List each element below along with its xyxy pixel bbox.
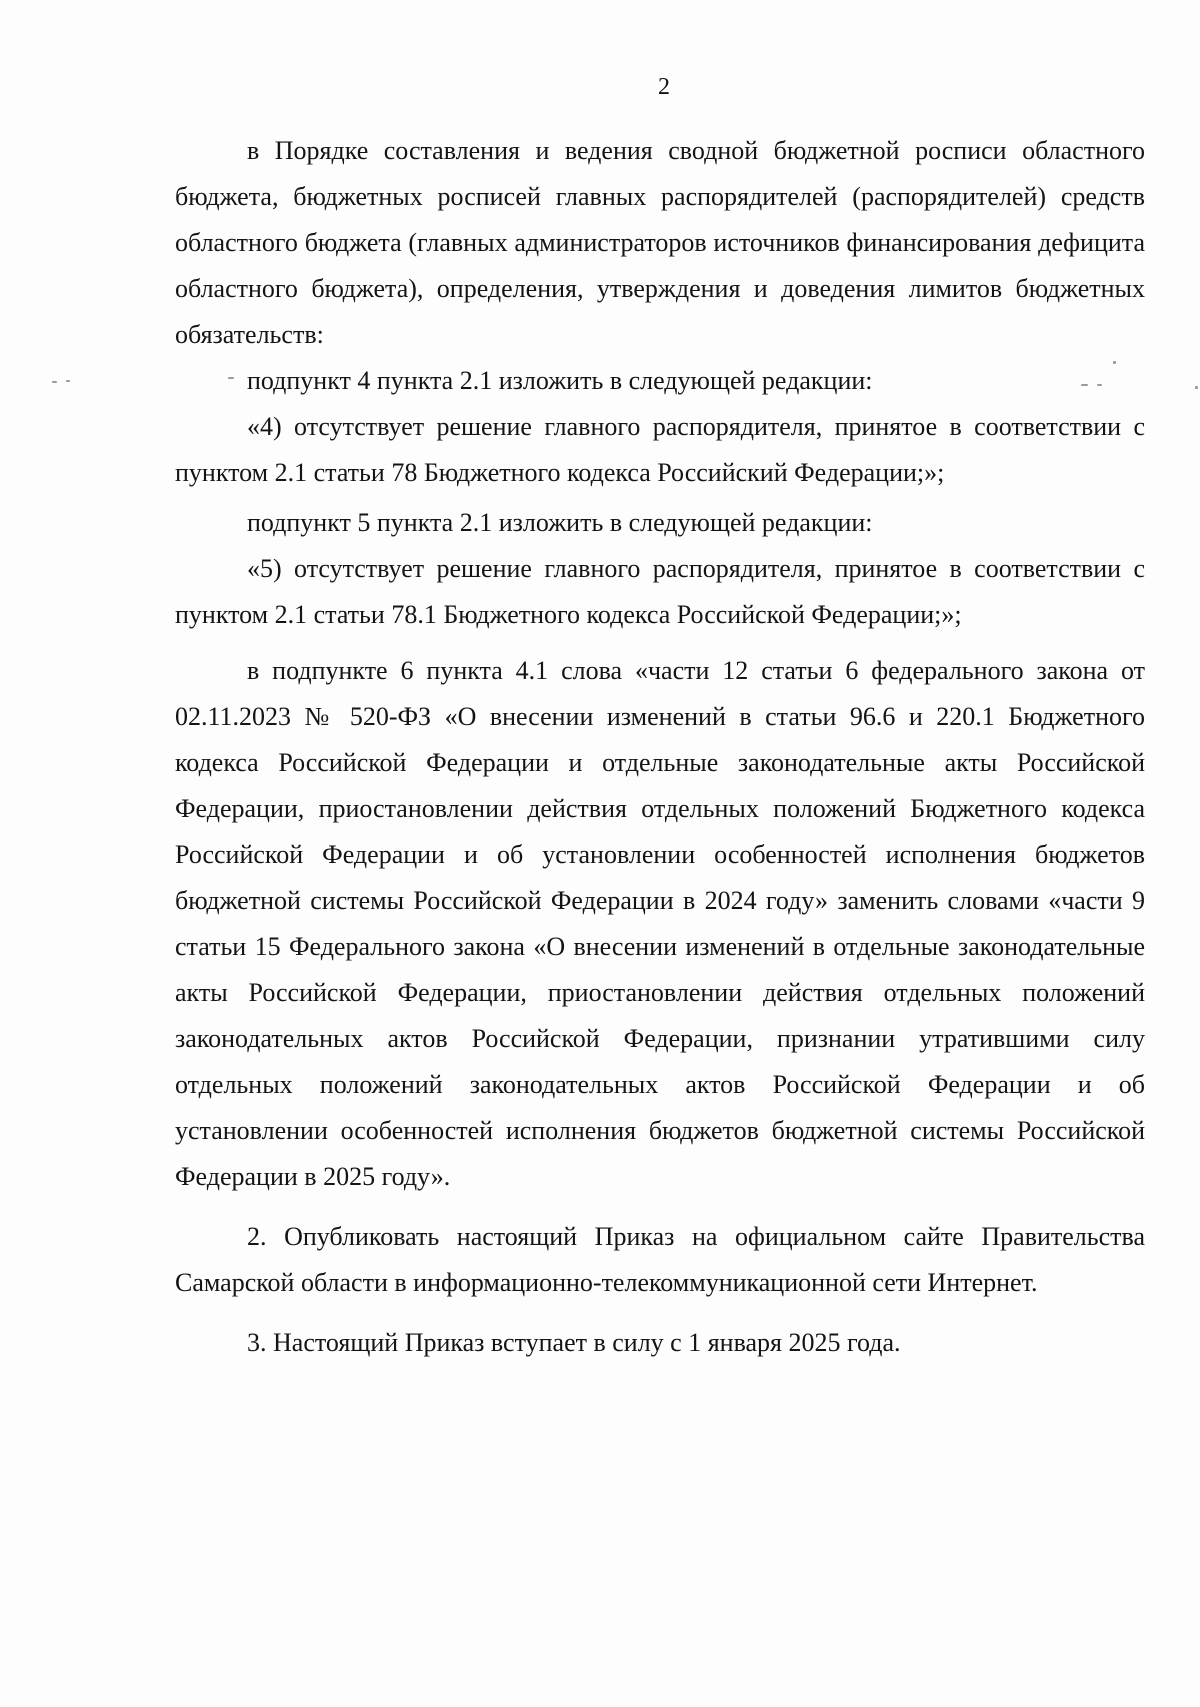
paragraph-effective-date: 3. Настоящий Приказ вступает в силу с 1 января 2025 года. (247, 1328, 901, 1357)
scan-speck (52, 381, 57, 383)
scan-speck (1113, 361, 1116, 364)
paragraph-subitem-5-instruction: подпункт 5 пункта 2.1 изложить в следующей редакции: (247, 508, 873, 537)
scan-speck (1081, 384, 1088, 386)
paragraph-subitem-6-amendment: в подпункте 6 пункта 4.1 слова «части 12 статьи 6 федерального закона от 02.11.2023 № 520-ФЗ «О внесении изменений в статьи 96.6 и 220.1 Бюджетного кодекса Российской Федерации и отдельные законодательные акты Российской Федерации, приостановлении действия отдельных положений Бюджетного кодекса Российской Федерации и об установлении особенностей исполнения бюджетов бюджетной системы Российской Федерации в 2024 году» заменить словами «части 9 статьи 15 Федерального закона «О внесении изменений в отдельные законодательные акты Российской Федерации, приостановлении действия отдельных положений законодательных актов Российской Федерации, признании утратившими силу отдельных положений законодательных актов Российской Федерации и об установлении особенностей исполнения бюджетов бюджетной системы Российской Федерации в 2025 году». (175, 656, 1145, 1191)
paragraph-subitem-4-text: «4) отсутствует решение главного распорядителя, принятое в соответствии с пунктом 2.1 статьи 78 Бюджетного кодекса Российский Федерации;»; (175, 412, 1145, 487)
scan-speck (228, 377, 234, 379)
scan-speck (1097, 384, 1102, 386)
paragraph-publish-order: 2. Опубликовать настоящий Приказ на официальном сайте Правительства Самарской области в информационно-телекоммуникационной сети Интернет. (175, 1222, 1145, 1297)
paragraph-subitem-4-instruction: подпункт 4 пункта 2.1 изложить в следующей редакции: (247, 366, 873, 395)
document-body (175, 128, 1145, 1366)
scan-speck (66, 380, 70, 382)
paragraph-subitem-5-text: «5) отсутствует решение главного распорядителя, принятое в соответствии с пунктом 2.1 статьи 78.1 Бюджетного кодекса Российской Федерации;»; (175, 554, 1145, 629)
paragraph-amendment-intro: в Порядке составления и ведения сводной бюджетной росписи областного бюджета, бюджетных росписей главных распорядителей (распорядителей) средств областного бюджета (главных администраторов источников финансирования дефицита областного бюджета), определения, утверждения и доведения лимитов бюджетных обязательств: (175, 136, 1145, 349)
scan-speck (1195, 386, 1198, 389)
page-number: 2 (658, 74, 670, 100)
